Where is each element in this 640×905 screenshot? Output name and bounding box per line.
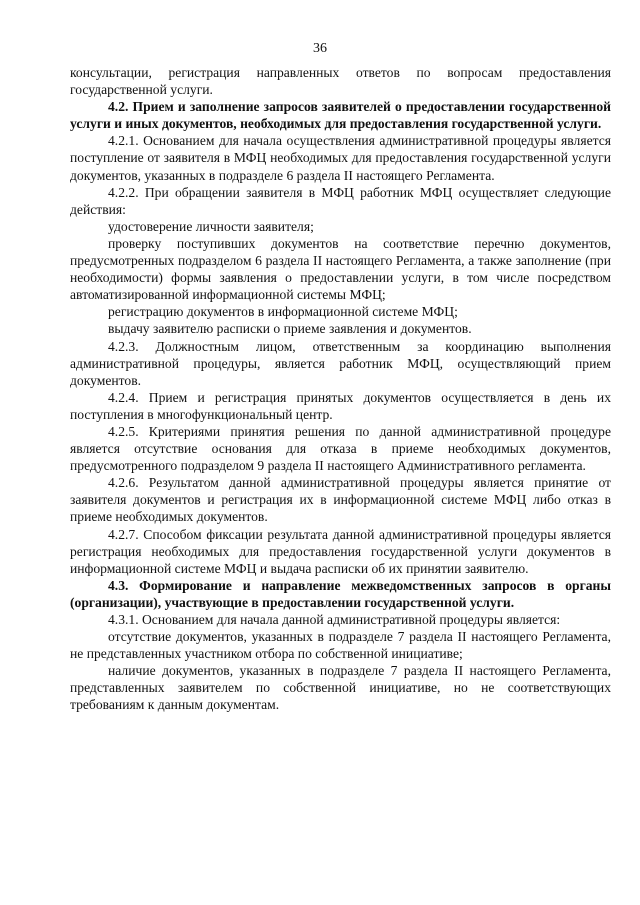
list-item: удостоверение личности заявителя; [108,218,314,234]
paragraph-4-2-6: 4.2.6. Результатом данной административной процедуры является принятие от заявителя документов и регистрация их в информационной системе МФЦ либо отказ в приеме необходимых документов. [70,475,611,525]
paragraph-continuation: консультации, регистрация направленных ответов по вопросам предоставления государственной услуги. [70,65,611,98]
list-item: выдачу заявителю расписки о приеме заявления и документов. [108,321,472,337]
section-heading-4-3: 4.3. Формирование и направление межведомственных запросов в органы (организации), участвующие в предоставлении государственной услуги. [70,577,611,610]
list-item: регистрацию документов в информационной системе МФЦ; [108,304,458,320]
list-item: проверку поступивших документов на соответствие перечню документов, предусмотренных подразделом 6 раздела II настоящего Регламента, а также заполнение (при необходимости) формы заявления о предоставлении услуги, в том числе посредством автоматизированной информационной системы МФЦ; [70,235,611,303]
document-body [70,64,611,714]
paragraph-4-2-7: 4.2.7. Способом фиксации результата данной административной процедуры является регистрация необходимых для предоставления государственной услуги документов в информационной системе МФЦ и выдача расписки об их принятии заявителю. [70,526,611,576]
paragraph-4-2-2: 4.2.2. При обращении заявителя в МФЦ работник МФЦ осуществляет следующие действия: [70,184,611,217]
section-heading-4-2: 4.2. Прием и заполнение запросов заявителей о предоставлении государственной услуги и иных документов, необходимых для предоставления государственной услуги. [70,99,611,132]
list-item: наличие документов, указанных в подразделе 7 раздела II настоящего Регламента, представленных заявителем по собственной инициативе, но не соответствующих требованиям к данным документам. [70,663,611,713]
paragraph-4-2-5: 4.2.5. Критериями принятия решения по данной административной процедуре является отсутствие основания для отказа в приеме необходимых документов, предусмотренного подразделом 9 раздела II настоящего Административного регламента. [70,423,611,474]
paragraph-4-3-1: 4.3.1. Основанием для начала данной административной процедуры является: [108,612,561,627]
paragraph-4-2-3: 4.2.3. Должностным лицом, ответственным за координацию выполнения административной процедуры, является работник МФЦ, осуществляющий прием документов. [70,338,611,388]
paragraph-4-2-1: 4.2.1. Основанием для начала осуществления административной процедуры является поступление от заявителя в МФЦ необходимых для предоставления государственной услуги документов, указанных в подразделе 6 раздела II настоящего Регламента. [70,133,611,183]
list-item: отсутствие документов, указанных в подразделе 7 раздела II настоящего Регламента, не представленных участником отбора по собственной инициативе; [70,629,611,662]
paragraph-4-2-4: 4.2.4. Прием и регистрация принятых документов осуществляется в день их поступления в многофункциональный центр. [70,389,611,422]
page-number: 36 [313,41,327,56]
